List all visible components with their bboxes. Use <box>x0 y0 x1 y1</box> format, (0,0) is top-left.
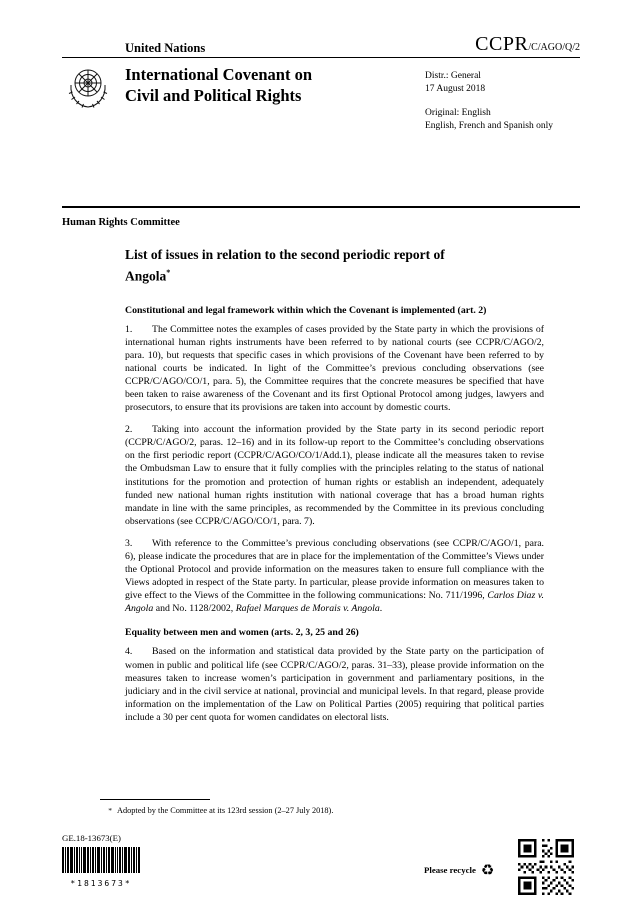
doc-date: 17 August 2018 <box>425 83 486 94</box>
paragraph-1 <box>125 323 544 415</box>
ge-number: GE.18-13673(E) <box>62 833 121 843</box>
recycle-icon: ♻ <box>480 861 495 879</box>
footnote-rule <box>100 799 210 800</box>
covenant-title-line2: Civil and Political Rights <box>125 86 302 105</box>
header-rule <box>62 57 580 58</box>
paragraph-4-number: 4. <box>125 646 133 658</box>
page-title-line2: Angola <box>125 268 167 283</box>
org-name: United Nations <box>125 41 206 55</box>
committee-name: Human Rights Committee <box>62 217 180 228</box>
covenant-title-line1: International Covenant on <box>125 65 313 84</box>
paragraph-3-number: 3. <box>125 537 133 549</box>
document-body <box>125 246 544 733</box>
distribution-block <box>425 70 553 132</box>
paragraph-4-text: Based on the information and statistical data provided by the State party on the participation of women in public and political life (see CCPR/C/AGO/2, paras. 31–33), please provide information on the measures taken to increase women’s participation in government and parliamentary positions, in the judiciary and in the civil service at national, provincial and municipal levels. In that regard, please provide information on the implementation of the Law on Political Parties (2005) requiring that political parties include a 30 per cent quota for women candidates on electoral lists. <box>125 646 544 723</box>
doc-symbol-prefix: CCPR <box>475 33 529 55</box>
page-title <box>125 246 544 285</box>
paragraph-2-number: 2. <box>125 424 133 436</box>
qr-code <box>518 839 574 895</box>
case-citation-1: Carlos Diaz v. Angola <box>125 590 544 615</box>
paragraph-3 <box>125 537 544 616</box>
header <box>62 33 580 56</box>
section-rule <box>62 206 580 208</box>
case-citation-2: Rafael Marques de Morais v. Angola <box>235 603 380 615</box>
paragraph-3-text-c: . <box>379 603 383 615</box>
footnote <box>100 806 540 815</box>
original-language: Original: English <box>425 108 491 118</box>
section-heading-1: Constitutional and legal framework within which the Covenant is implemented (art. 2) <box>125 304 487 316</box>
covenant-title <box>125 64 312 106</box>
doc-symbol <box>475 33 580 56</box>
paragraph-3-text-b: and No. 1128/2002, <box>153 603 236 615</box>
distribution: Distr.: General <box>425 71 481 81</box>
doc-symbol-suffix: /C/AGO/Q/2 <box>528 42 580 53</box>
recycle-label: Please recycle <box>424 865 476 875</box>
recycle-note <box>424 861 494 879</box>
spacer <box>425 95 553 107</box>
paragraph-1-text: The Committee notes the examples of cases provided by the State party in which the provisions of international human rights instruments have been referred to by national courts (see CCPR/C/AGO/2, para. 10), but requests that specific cases in which provisions of the Covenant have been referred to by national courts be indicated. In light of the Committee’s previous concluding observations (see CCPR/C/AGO/CO/1, para. 5), the Committee requires that the concrete measures be specified that have been taken to raise awareness of the Covenant and its first Optional Protocol among judges, lawyers and prosecutors, to ensure that its provisions are taken into account by domestic courts. <box>125 323 544 414</box>
paragraph-4 <box>125 645 544 724</box>
page-title-line1: List of issues in relation to the second periodic report of <box>125 247 445 262</box>
paragraph-3-text-a: With reference to the Committee’s previous concluding observations (see CCPR/C/AGO/1, para. 6), please indicate the procedures that are in place for the implementation of the Committee’s Views under the Optional Protocol and provide information on the measures taken to ensure full compliance with the Views adopted in respect of the State party. In particular, please provide information on measures taken to give effect to the Views of the Committee in the following communications: No. 711/1996, <box>125 537 544 602</box>
footnote-marker: * <box>108 806 112 815</box>
title-footnote-marker: * <box>166 267 171 277</box>
un-emblem-icon <box>64 63 112 113</box>
barcode-bars <box>62 847 140 873</box>
paragraph-2-text: Taking into account the information provided by the State party in its second periodic report (CCPR/C/AGO/2, paras. 12–16) and in its follow-up report to the Committee’s concluding observations on the first periodic report (CCPR/C/AGO/CO/1/Add.1), please indicate all the measures taken to revise the Ombudsman Law to ensure that it fully complies with the principles relating to the status of national institutions for the promotion and protection of human rights or establish an independent, adequately funded new national human rights institution with national coverage that has a broad human rights mandate in line with the same principles, as recommended by the Committee in its previous concluding observations (see CCPR/C/AGO/CO/1, para. 7). <box>125 424 544 527</box>
paragraph-1-number: 1. <box>125 323 133 335</box>
footnote-text: Adopted by the Committee at its 123rd session (2–27 July 2018). <box>117 806 334 815</box>
barcode <box>62 847 140 888</box>
section-heading-2: Equality between men and women (arts. 2, 3, 25 and 26) <box>125 627 359 639</box>
paragraph-2 <box>125 423 544 528</box>
barcode-text: *1813673* <box>70 879 132 888</box>
languages-note: English, French and Spanish only <box>425 120 553 131</box>
